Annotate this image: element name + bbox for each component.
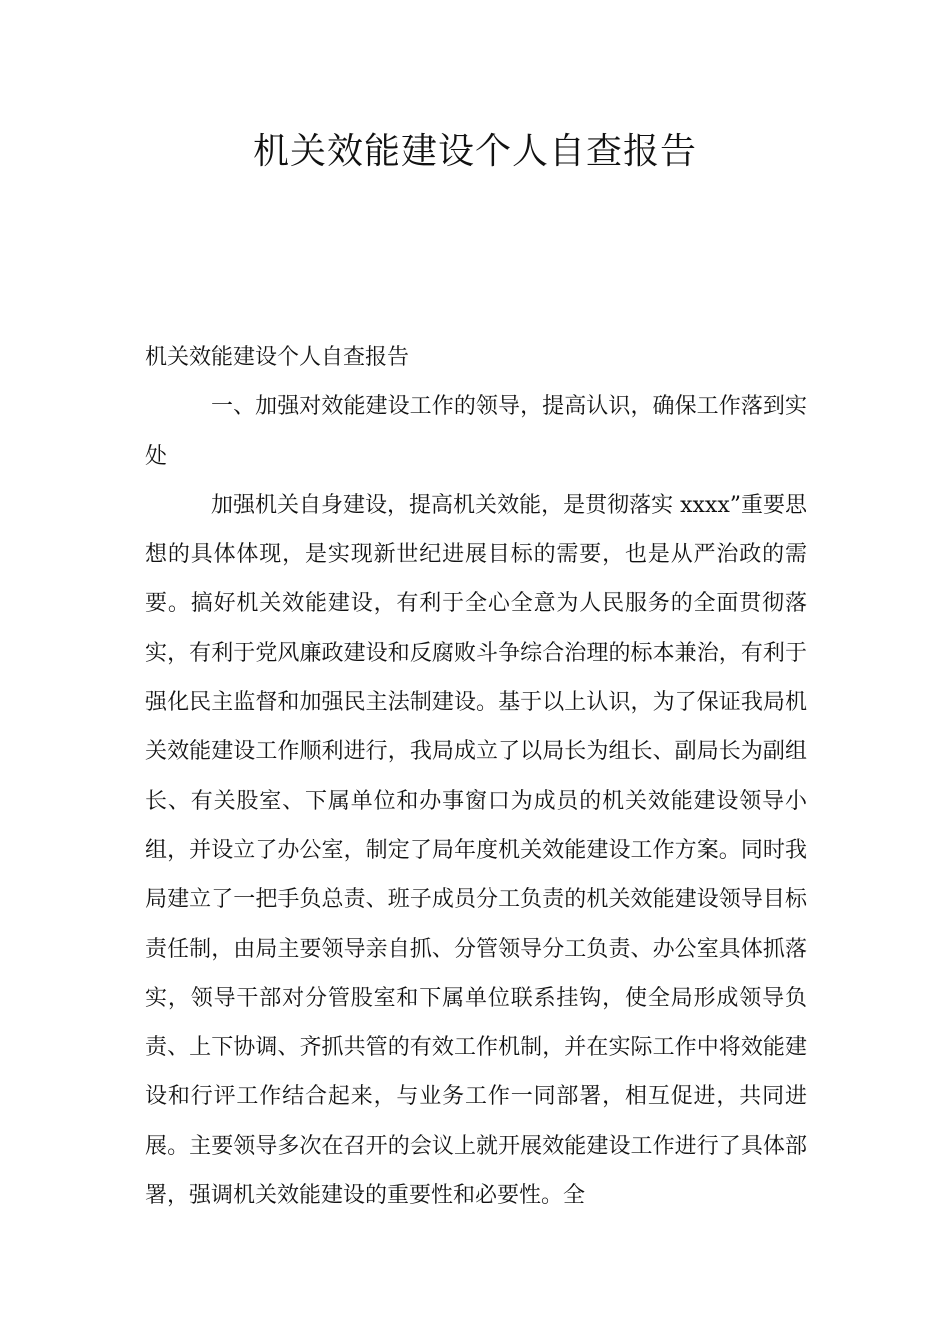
document-title: 机关效能建设个人自查报告 [252, 131, 697, 172]
document-body [145, 333, 807, 1220]
section-heading: 一、加强对效能建设工作的领导，提高认识，确保工作落到实处 [145, 394, 807, 469]
body-paragraph: 加强机关自身建设，提高机关效能，是贯彻落实 xxxx”重要思想的具体体现，是实现新世纪进展目标的需要，也是从严治政的需要。搞好机关效能建设，有利于全心全意为人民服务的全面贯彻落实，有利于党风廉政建设和反腐败斗争综合治理的标本兼治，有利于强化民主监督和加强民主法制建设。基于以上认识，为了保证我局机关效能建设工作顺利进行，我局成立了以局长为组长、副局长为副组长、有关股室、下属单位和办事窗口为成员的机关效能建设领导小组，并设立了办公室，制定了局年度机关效能建设工作方案。同时我局建立了一把手负总责、班子成员分工负责的机关效能建设领导目标责任制，由局主要领导亲自抓、分管领导分工负责、办公室具体抓落实，领导干部对分管股室和下属单位联系挂钩，使全局形成领导负责、上下协调、齐抓共管的有效工作机制，并在实际工作中将效能建设和行评工作结合起来，与业务工作一同部署，相互促进，共同进展。主要领导多次在召开的会议上就开展效能建设工作进行了具体部署，强调机关效能建设的重要性和必要性。全 [145, 492, 807, 1209]
document-subtitle: 机关效能建设个人自查报告 [145, 345, 410, 370]
